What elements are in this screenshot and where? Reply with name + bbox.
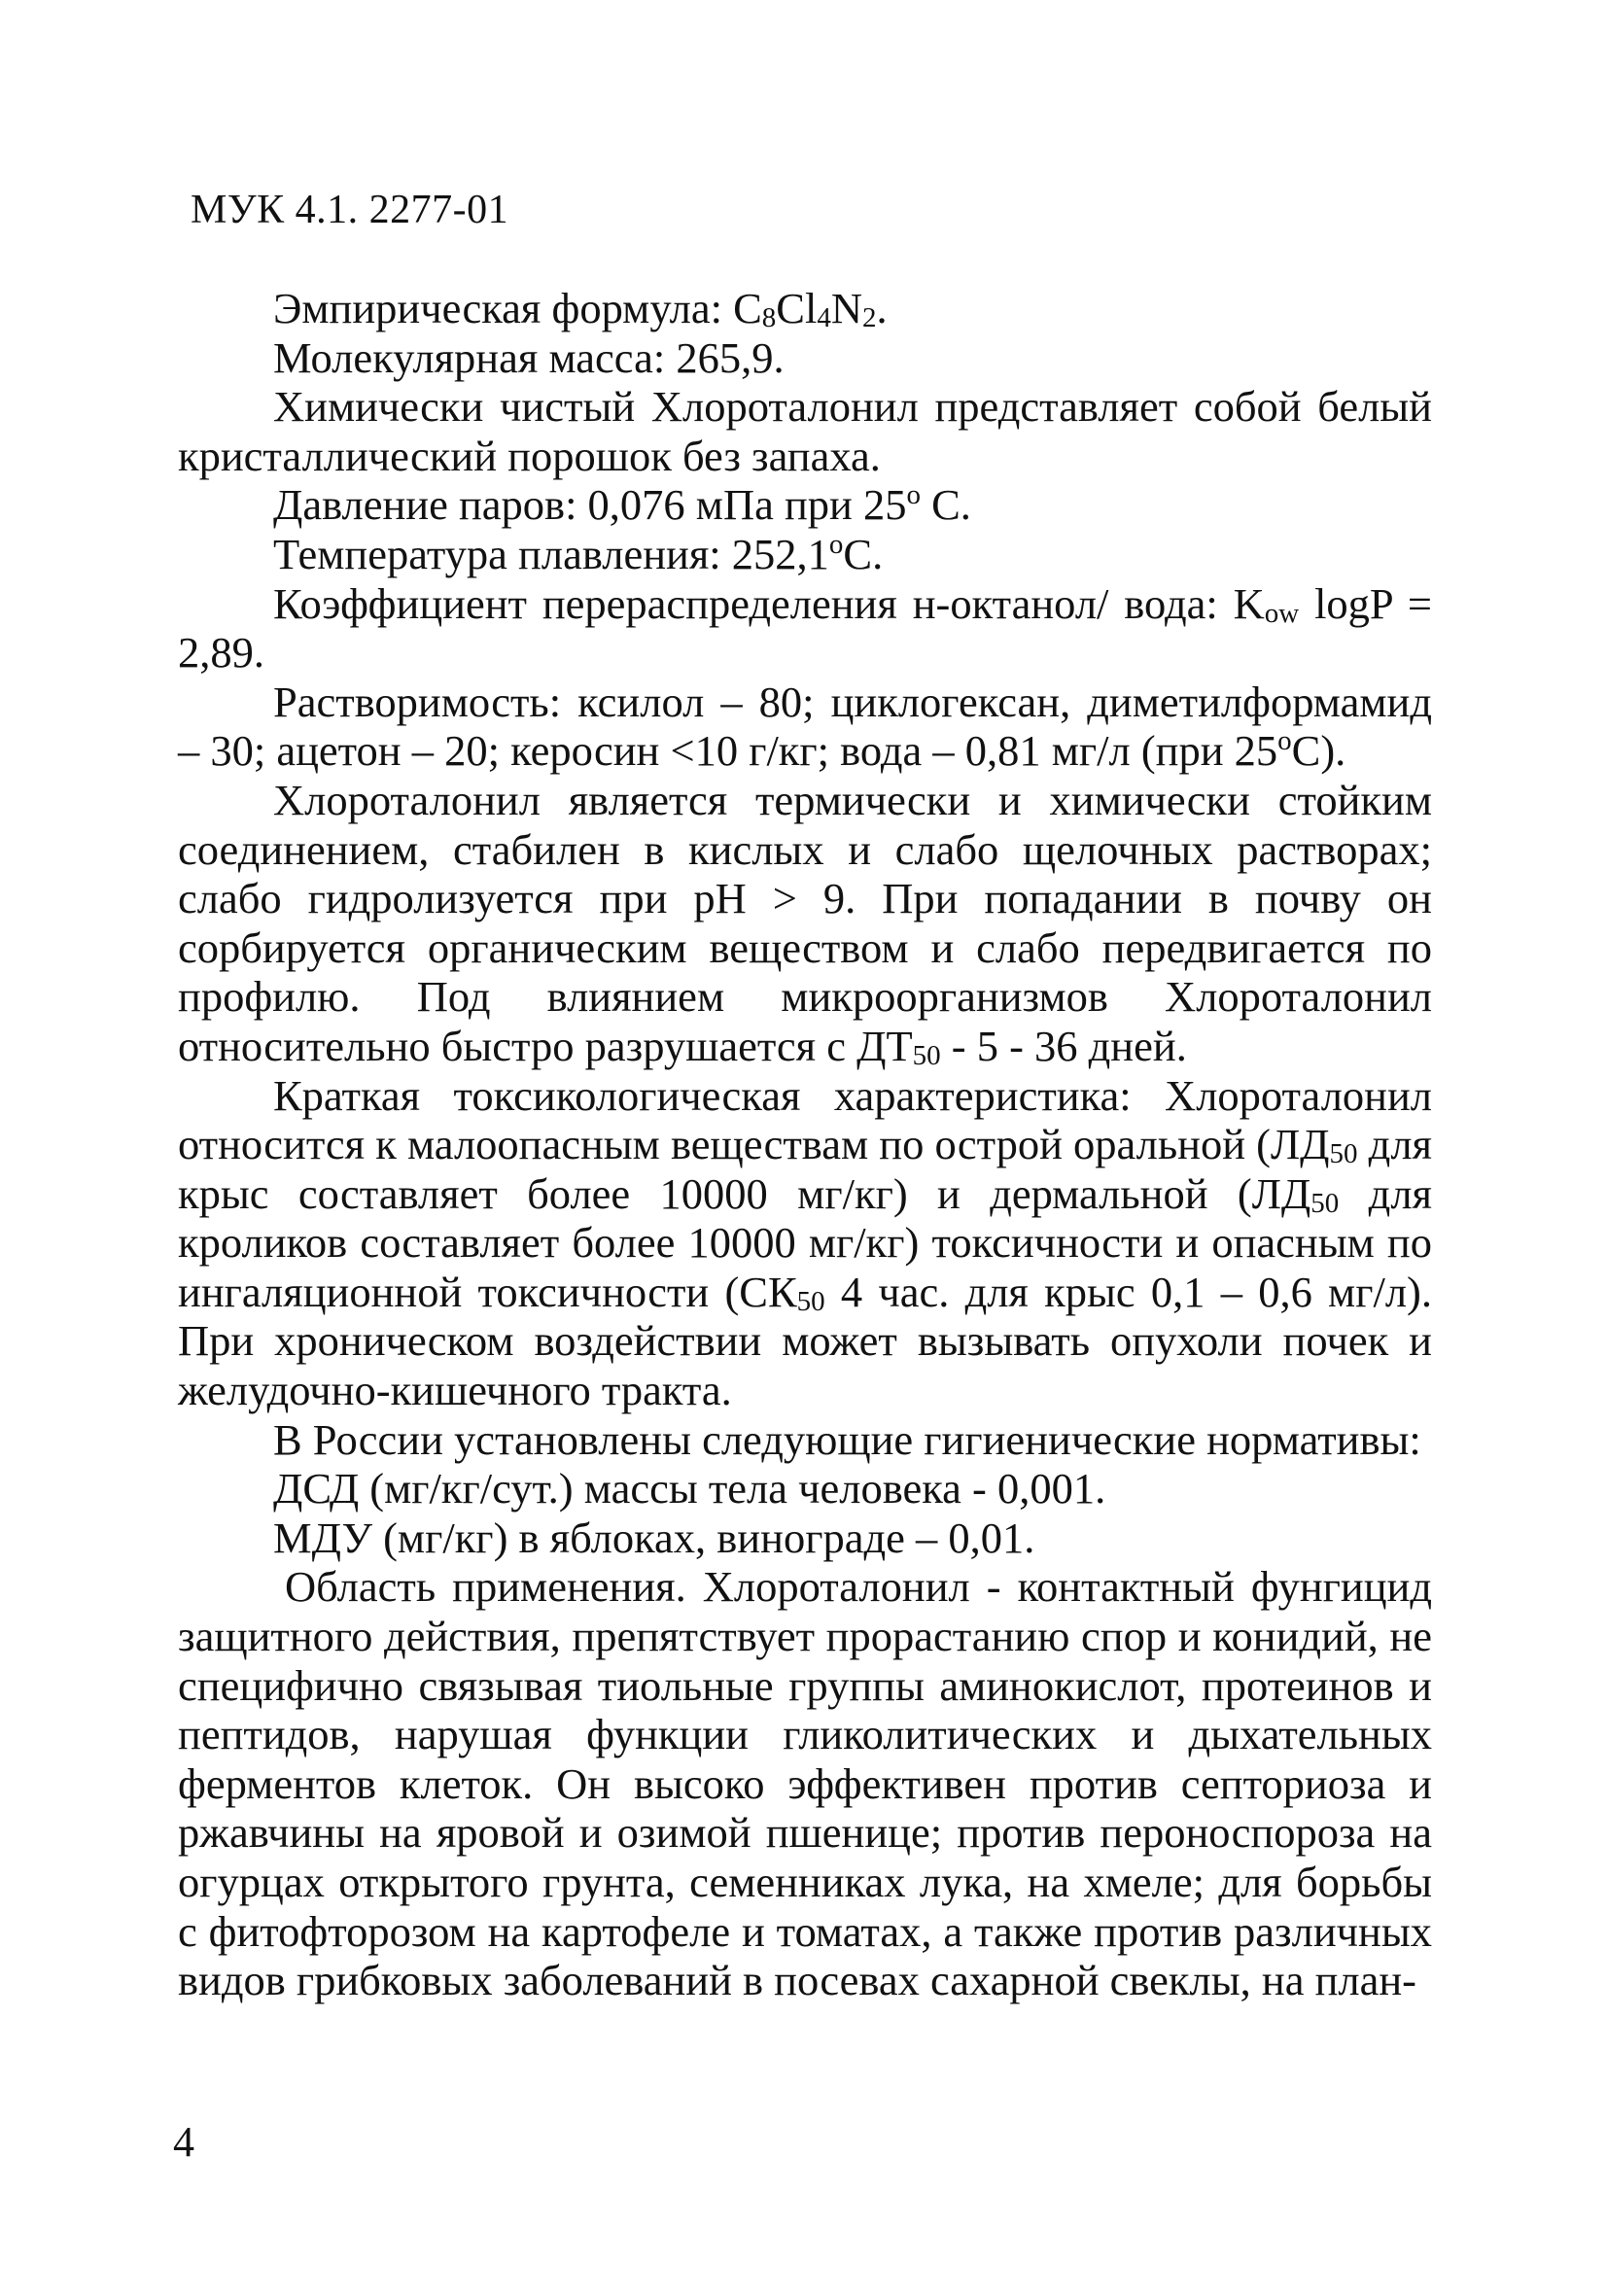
paragraph-partition-coefficient [178, 579, 1432, 678]
paragraph-application-area [178, 1562, 1432, 2004]
subscript: 2 [861, 302, 877, 333]
subscript: 50 [1329, 1138, 1358, 1170]
text-run: МДУ (мг/кг) в яблоках, винограде – 0,01. [273, 1513, 1035, 1562]
document-body [178, 284, 1432, 2005]
text-run: Хлороталонил является термически и химически стойким соединением, стабилен в кислых и слабо щелочных растворах; слабо гидролизуется при pH > 9. При попадании в почву он сорбируется органическим веществом и слабо передвигается по профилю. Под влиянием микроорганизмов Хлороталонил относительно быстро разрушается с ДТ [178, 775, 1432, 1070]
text-run: Давление паров: 0,076 мПа при 25 [273, 480, 907, 530]
paragraph-hygiene-norms [178, 1415, 1432, 1465]
text-run: Область применения. Хлороталонил - контактный фунгицид защитного действия, препятствует прорастанию спор и конидий, не специфично связывая тиольные группы аминокислот, протеинов и пептидов, нарушая функции гликолитических и дыхательных ферментов клеток. Он высоко эффективен против септориоза и ржавчины на яровой и озимой пшенице; против пероноспороза на огурцах открытого грунта, семенниках лука, на хмеле; для борьбы с фитофторозом на картофеле и томатах, а также против различных видов грибковых заболеваний в посевах сахарной свеклы, на план- [178, 1562, 1432, 2005]
text-run: Краткая токсикологическая характеристика: Хлороталонил относится к малоопасным веществам по острой оральной (ЛД [178, 1070, 1432, 1169]
paragraph-formula [178, 284, 1432, 333]
paragraph-purity [178, 382, 1432, 480]
text-run: ДСД (мг/кг/сут.) массы тела человека - 0,001. [273, 1464, 1106, 1513]
text-run: Химически чистый Хлороталонил представляет собой белый кристаллический порошок без запаха. [178, 382, 1432, 480]
text-run: С. [921, 480, 971, 530]
superscript: o [906, 479, 921, 511]
text-run: N [830, 284, 862, 332]
superscript: o [1277, 725, 1292, 757]
subscript: 50 [1310, 1187, 1340, 1219]
subscript: 8 [761, 302, 777, 333]
text-run: для крыс составляет более 10000 мг/кг) и дермальной (ЛД [178, 1120, 1432, 1218]
text-run: . [876, 284, 888, 332]
text-run: - 5 - 36 дней. [940, 1021, 1187, 1070]
paragraph-mdu [178, 1513, 1432, 1563]
paragraph-melting-point [178, 530, 1432, 579]
paragraph-toxicology [178, 1071, 1432, 1415]
paragraph-vapor-pressure [178, 480, 1432, 530]
subscript: 50 [912, 1039, 941, 1071]
text-run: Cl [776, 284, 818, 332]
subscript: 4 [817, 302, 831, 333]
subscript: 50 [796, 1285, 825, 1317]
text-run: Эмпирическая формула: C [273, 284, 762, 332]
superscript: o [828, 528, 844, 560]
subscript: ow [1264, 597, 1300, 629]
text-run: С). [1291, 726, 1346, 776]
text-run: Температура плавления: 252,1 [273, 529, 829, 578]
page-number: 4 [173, 2118, 194, 2166]
text-run: Растворимость: ксилол – 80; циклогексан, диметилформамид – 30; ацетон – 20; керосин <10 г/кг; вода – 0,81 мг/л (при 25 [178, 677, 1432, 776]
paragraph-stability [178, 776, 1432, 1071]
text-run: logP = 2,89. [178, 578, 1432, 678]
text-run: Молекулярная масса: 265,9. [273, 332, 785, 382]
paragraph-molecular-mass [178, 333, 1432, 383]
text-run: для кроликов составляет более 10000 мг/кг) токсичности и опасным по ингаляционной токсичности (СК [178, 1168, 1432, 1316]
text-run: В России установлены следующие гигиенические нормативы: [273, 1414, 1421, 1464]
text-run: 4 час. для крыс 0,1 – 0,6 мг/л). При хроническом воздействии может вызывать опухоли почек и желудочно-кишечного тракта. [178, 1267, 1432, 1415]
paragraph-dsd [178, 1464, 1432, 1513]
paragraph-solubility [178, 678, 1432, 776]
text-run: Коэффициент перераспределения н-октанол/ вода: K [273, 578, 1265, 628]
text-run: С. [843, 529, 884, 578]
document-header: МУК 4.1. 2277-01 [191, 188, 509, 232]
